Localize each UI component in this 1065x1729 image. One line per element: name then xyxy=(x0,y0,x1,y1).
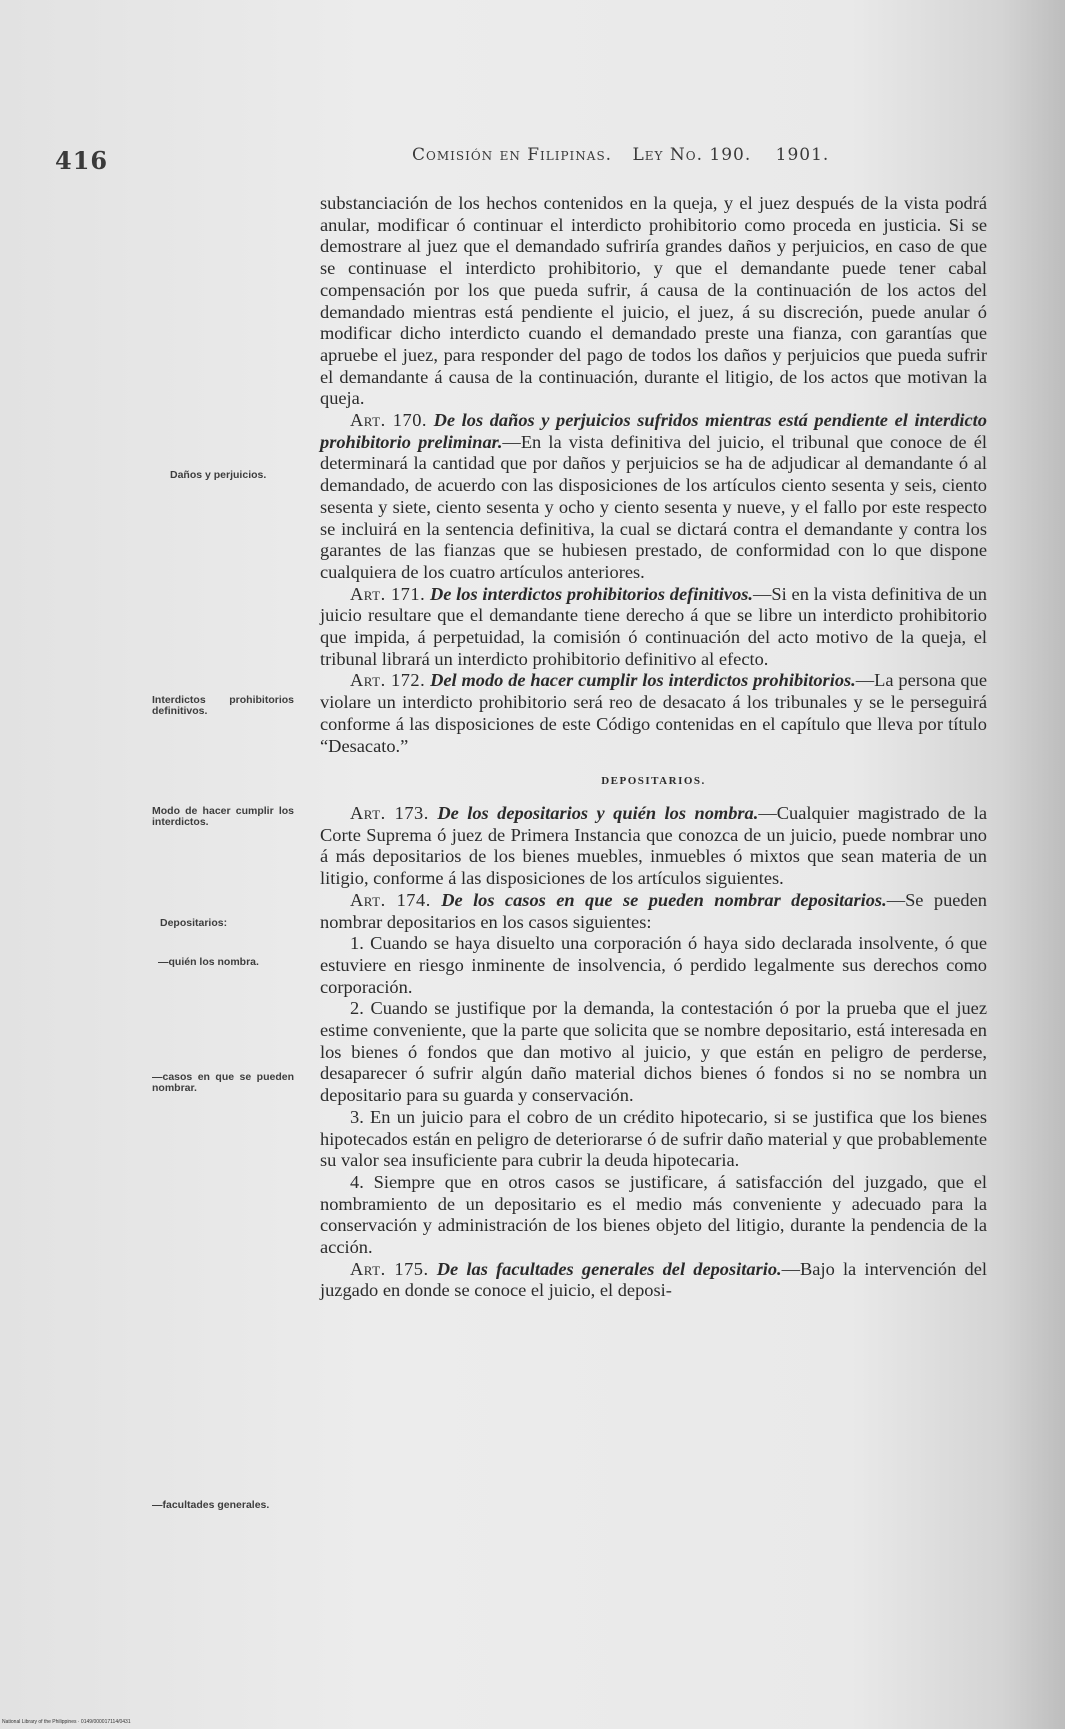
article-172-number: Art. 172. xyxy=(350,670,426,691)
article-175 xyxy=(320,1259,987,1302)
article-171 xyxy=(320,584,987,671)
article-170 xyxy=(320,410,987,584)
margin-note-facultades: —facultades generales. xyxy=(152,1499,270,1511)
running-head xyxy=(412,145,829,165)
article-175-text: —Bajo la intervención del juzgado en donde se conoce el juicio, el deposi- xyxy=(320,1258,987,1301)
margin-note-casos: —casos en que se pueden nombrar. xyxy=(152,1071,294,1094)
article-172-title: Del modo de hacer cumplir los interdictos prohibitorios. xyxy=(430,670,856,691)
footer-credit: National Library of the Philippines · 0149/000017114/0431 xyxy=(2,1719,131,1725)
running-head-year: 1901. xyxy=(775,145,830,165)
article-174-text: —Se pueden nombrar depositarios en los casos siguientes: xyxy=(320,889,987,932)
margin-note-quien: —quién los nombra. xyxy=(158,956,259,968)
article-174-title: De los casos en que se pueden nombrar depositarios. xyxy=(441,889,887,910)
article-171-number: Art. 171. xyxy=(350,583,426,604)
article-173-text: —Cualquier magistrado de la Corte Suprema ó juez de Primera Instancia que conozca de un juicio, puede nombrar uno á más depositarios de los bienes muebles, inmuebles ó mixtos que sean materia de un litigio, conforme á las disposiciones de los artículos siguientes. xyxy=(320,802,987,889)
article-174 xyxy=(320,890,987,933)
main-text xyxy=(320,193,987,1302)
article-173 xyxy=(320,803,987,890)
article-172 xyxy=(320,670,987,757)
list-item-2: 2. Cuando se justifique por la demanda, la contestación ó por la prueba que el juez estime conveniente, que la parte que solicita que se nombre depositario, está interesada en los bienes ó fondos que dan motivo al juicio, y que están en peligro de perderse, desaparecer ó sufrir algún daño material dichos bienes ó fondos si no se nombra un depositario para su guarda y conservación. xyxy=(320,998,987,1106)
page-number: 416 xyxy=(55,146,109,175)
article-175-number: Art. 175. xyxy=(350,1258,429,1279)
paragraph-intro: substanciación de los hechos contenidos en la queja, y el juez después de la vista podrá anular, modificar ó continuar el interdicto prohibitorio como proceda en justicia. Si se demostrare al juez que el demandado sufriría grandes daños y perjuicios, en caso de que se continuase el interdicto prohibitorio, y que el demandante puede tener cabal compensación por los que pueda sufrir, á causa de la continuación de los actos del demandado mientras está pendiente el juicio, el juez, á su discreción, puede anular ó modificar dicho interdicto cuando el demandado preste una fianza, con garantías que apruebe el juez, para responder del pago de todos los daños y perjuicios que pueda sufrir el demandante á causa de la continuación, durante el litigio, de los actos que motivan la queja. xyxy=(320,193,987,409)
article-170-number: Art. 170. xyxy=(350,410,427,431)
margin-note-danos: Daños y perjuicios. xyxy=(170,469,267,481)
article-171-title: De los interdictos prohibitorios definitivos. xyxy=(429,583,754,604)
running-head-title: Comisión en Filipinas. xyxy=(412,145,613,165)
article-170-title: De los daños y perjuicios sufridos mientras está pendiente el interdicto prohibitorio preliminar. xyxy=(320,410,987,452)
running-head-law: Ley No. 190. xyxy=(632,145,752,165)
list-item-4: 4. Siempre que en otros casos se justificare, á satisfacción del juzgado, que el nombramiento de un depositario es el medio más conveniente y adecuado para la conservación y administración de los bienes objeto del litigio, durante la pendencia de la acción. xyxy=(320,1171,987,1258)
article-173-number: Art. 173. xyxy=(350,802,429,823)
list-item-1: 1. Cuando se haya disuelto una corporación ó haya sido declarada insolvente, ó que estuviere en riesgo inminente de insolvencia, ó perdido legalmente sus derechos como corporación. xyxy=(320,933,987,997)
margin-note-interdictos: Interdictos prohibitorios definitivos. xyxy=(152,694,294,717)
article-174-number: Art. 174. xyxy=(350,889,431,910)
article-171-text: —Si en la vista definitiva de un juicio resultare que el demandante tiene derecho á que se libre un interdicto prohibitorio que impida, á perpetuidad, la comisión ó continuación del acto motivo de la queja, el tribunal librará un interdicto prohibitorio definitivo al efecto. xyxy=(320,583,987,669)
article-173-title: De los depositarios y quién los nombra. xyxy=(437,802,759,823)
article-172-text: —La persona que violare un interdicto prohibitorio será reo de desacato á los tribunales y se le perseguirá conforme á las disposiciones de este Código contenidas en el capítulo que lleva por título “Desacato.” xyxy=(320,670,987,756)
article-170-text: —En la vista definitiva del juicio, el tribunal que conoce de él determinará la cantidad que por daños y perjuicios se ha de adjudicar al demandante ó al demandado, de acuerdo con las disposiciones de los artículos ciento sesenta y seis, ciento sesenta y siete, ciento sesenta y ocho y ciento sesenta y nueve, y el fallo por este respecto se incluirá en la sentencia definitiva, la cual se dictará contra el demandante y contra los garantes de las fianzas que se hubiesen prestado, de conformidad con lo que dispone cualquiera de los cuatro artículos anteriores. xyxy=(320,431,987,582)
article-175-title: De las facultades generales del depositario. xyxy=(436,1258,782,1279)
margin-note-modo: Modo de hacer cumplir los interdictos. xyxy=(152,805,294,828)
margin-note-depositarios: Depositarios: xyxy=(160,917,228,929)
section-heading: DEPOSITARIOS. xyxy=(601,775,706,788)
list-item-3: 3. En un juicio para el cobro de un crédito hipotecario, si se justifica que los bienes hipotecados están en peligro de deteriorarse ó de sufrir daño material y que probablemente su valor sea insuficiente para cubrir la deuda hipotecaria. xyxy=(320,1106,987,1171)
